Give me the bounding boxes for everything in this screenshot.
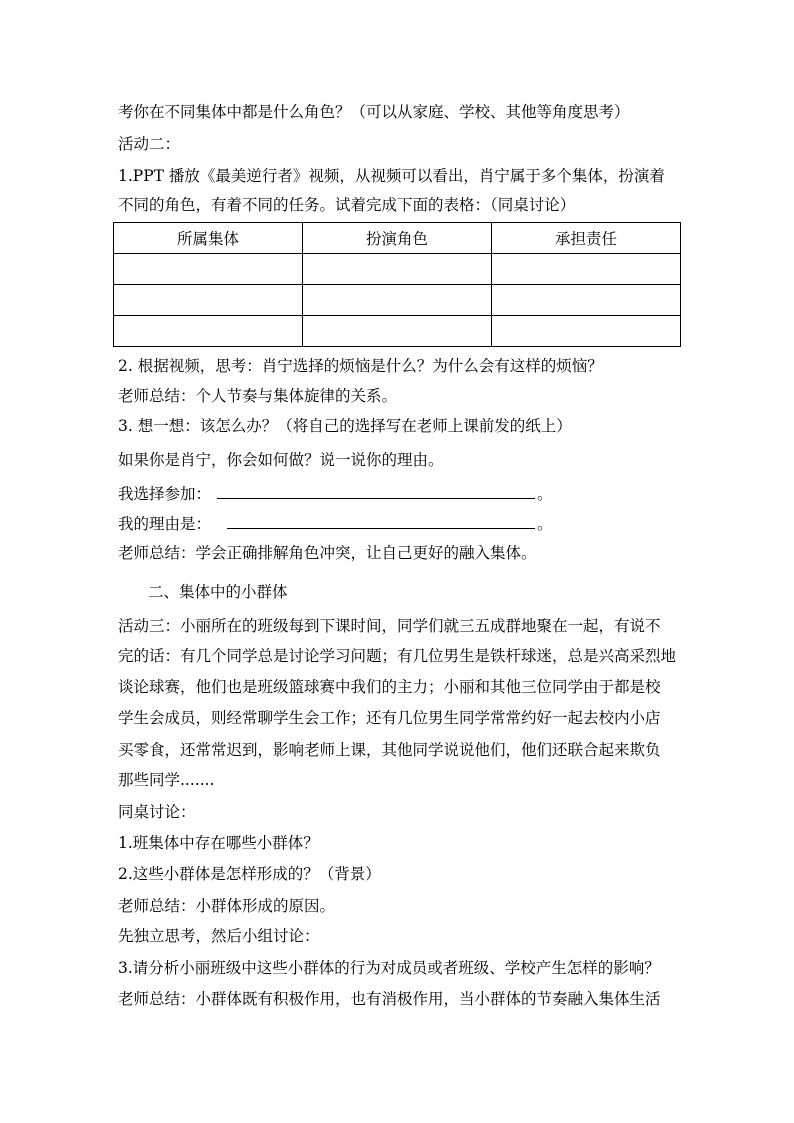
table-cell[interactable] bbox=[303, 285, 492, 316]
paragraph-line: 完的话：有几个同学总是讨论学习问题；有几位男生是铁杆球迷，总是兴高采烈地 bbox=[118, 647, 677, 665]
choice-fill-line bbox=[118, 482, 684, 504]
paragraph-line: 谈论球赛，他们也是班级篮球赛中我们的主力；小丽和其他三位同学由于都是校 bbox=[118, 678, 661, 696]
paragraph-line: 同桌讨论： bbox=[118, 803, 196, 821]
end-mark: 。 bbox=[537, 485, 553, 503]
role-table bbox=[113, 222, 681, 347]
paragraph-line: 老师总结：个人节奏与集体旋律的关系。 bbox=[118, 387, 398, 405]
table-row bbox=[114, 285, 681, 316]
reason-fill-line bbox=[118, 512, 684, 534]
reason-blank[interactable] bbox=[227, 512, 535, 529]
paragraph-line: 老师总结：小群体形成的原因。 bbox=[118, 897, 336, 915]
table-row bbox=[114, 254, 681, 285]
paragraph-line: 学生会成员，则经常聊学生会工作；还有几位男生同学常常约好一起去校内小店 bbox=[118, 709, 661, 727]
paragraph-line: 3.请分析小丽班级中这些小群体的行为对成员或者班级、学校产生怎样的影响？ bbox=[118, 959, 660, 977]
paragraph-line: 活动三：小丽所在的班级每到下课时间，同学们就三五成群地聚在一起，有说不 bbox=[118, 617, 661, 635]
paragraph-line: 3. 想一想：该怎么办？（将自己的选择写在老师上课前发的纸上） bbox=[118, 417, 572, 435]
paragraph-line: 如果你是肖宁，你会如何做？说一说你的理由。 bbox=[118, 451, 444, 469]
paragraph-line: 1.班集体中存在哪些小群体？ bbox=[118, 834, 319, 852]
table-cell[interactable] bbox=[303, 254, 492, 285]
reason-label: 我的理由是： bbox=[118, 515, 212, 533]
paragraph-line: 2.这些小群体是怎样形成的？（背景） bbox=[118, 865, 381, 883]
paragraph-line: 2. 根据视频，思考：肖宁选择的烦恼是什么？为什么会有这样的烦恼？ bbox=[118, 357, 603, 375]
column-header-group: 所属集体 bbox=[114, 223, 303, 254]
table-cell[interactable] bbox=[114, 285, 303, 316]
paragraph-line: 先独立思考，然后小组讨论： bbox=[118, 927, 320, 945]
table-cell[interactable] bbox=[492, 254, 681, 285]
paragraph-line: 活动二： bbox=[118, 135, 181, 153]
paragraph-line: 买零食，还常常迟到，影响老师上课，其他同学说说他们，他们还联合起来欺负 bbox=[118, 741, 661, 759]
paragraph-line: 那些同学....... bbox=[118, 771, 215, 789]
paragraph-line: 不同的角色，有着不同的任务。试着完成下面的表格：（同桌讨论） bbox=[118, 196, 576, 214]
table-cell[interactable] bbox=[492, 316, 681, 347]
paragraph-line: 老师总结：小群体既有积极作用，也有消极作用，当小群体的节奏融入集体生活 bbox=[118, 990, 661, 1008]
choice-label: 我选择参加： bbox=[118, 485, 212, 503]
table-cell[interactable] bbox=[303, 316, 492, 347]
paragraph-line: 考你在不同集体中都是什么角色？（可以从家庭、学校、其他等角度思考） bbox=[118, 103, 630, 121]
table-cell[interactable] bbox=[114, 254, 303, 285]
column-header-role: 扮演角色 bbox=[303, 223, 492, 254]
choice-blank[interactable] bbox=[217, 482, 535, 499]
end-mark: 。 bbox=[537, 515, 553, 533]
table-cell[interactable] bbox=[114, 316, 303, 347]
column-header-duty: 承担责任 bbox=[492, 223, 681, 254]
teacher-summary: 老师总结：学会正确排解角色冲突，让自己更好的融入集体。 bbox=[118, 544, 537, 562]
section-title: 二、集体中的小群体 bbox=[148, 583, 288, 601]
table-row bbox=[114, 316, 681, 347]
paragraph-line: 1.PPT 播放《最美逆行者》视频，从视频可以看出，肖宁属于多个集体，扮演着 bbox=[118, 167, 665, 185]
table-header-row bbox=[114, 223, 681, 254]
table-cell[interactable] bbox=[492, 285, 681, 316]
